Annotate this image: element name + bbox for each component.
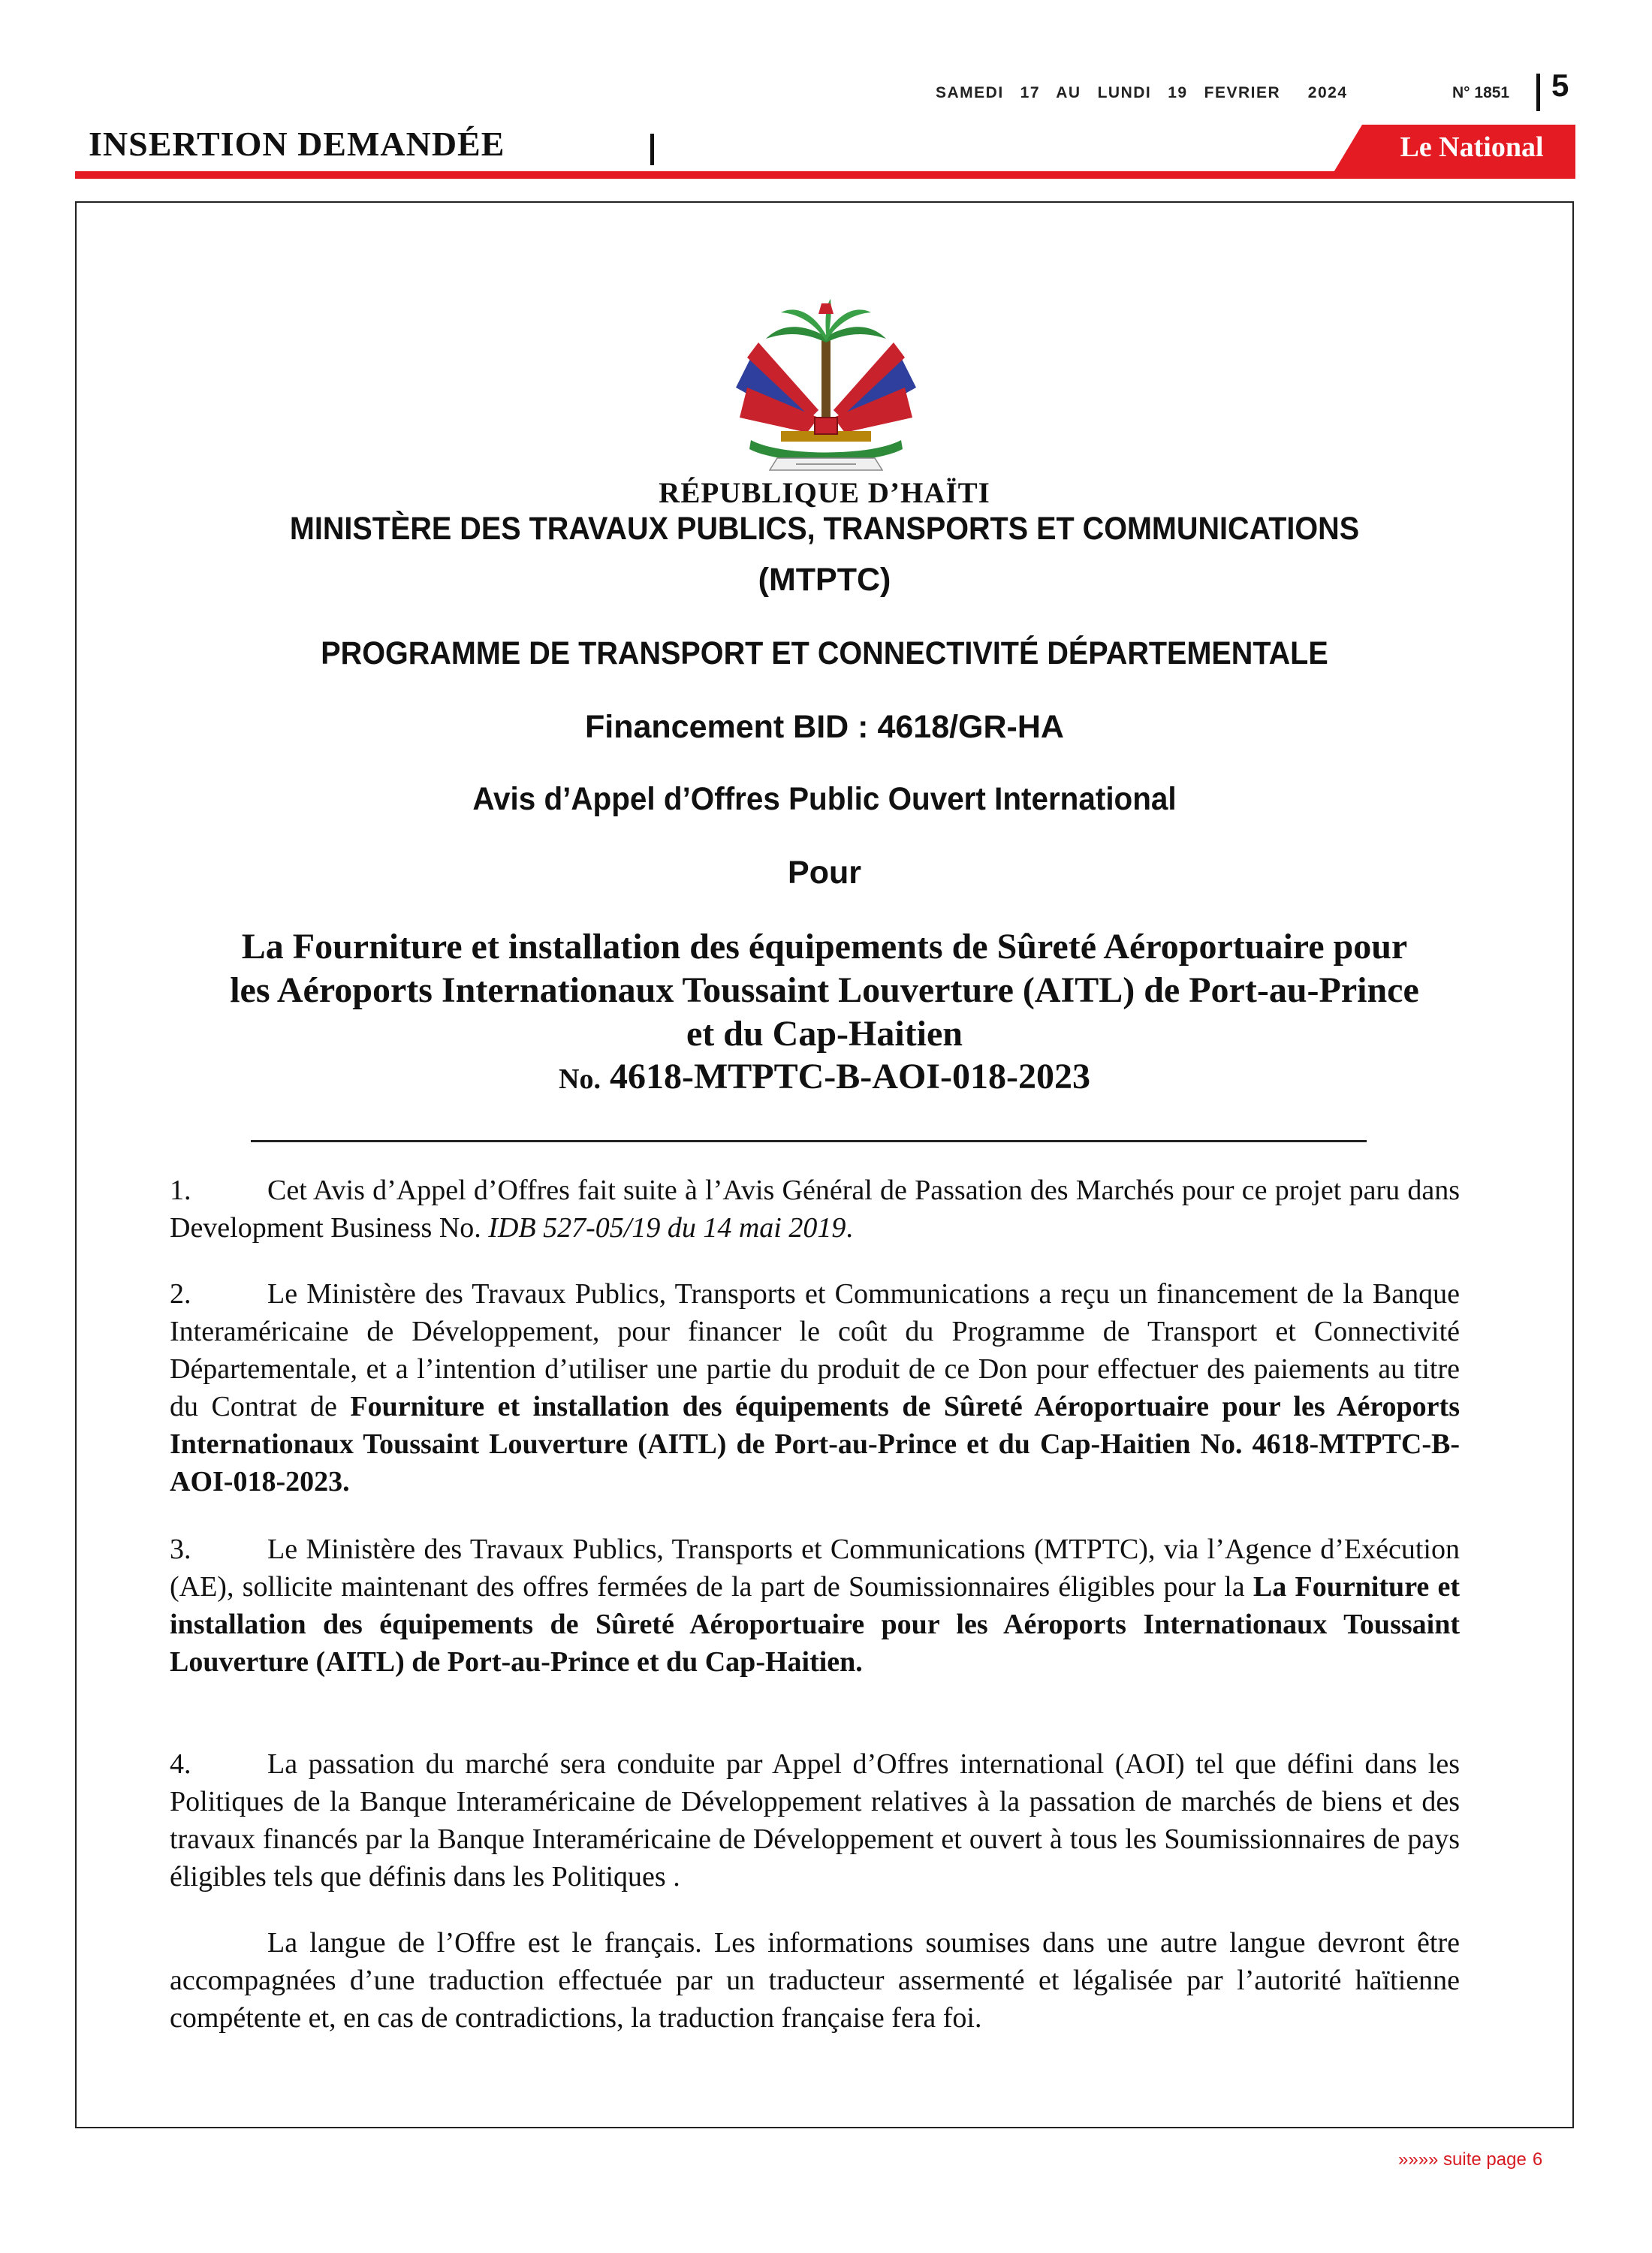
tender-subject-line: les Aéroports Internationaux Toussaint Louverture (AITL) de Port-au-Prince — [230, 970, 1419, 1010]
tender-type-heading: Avis d’Appel d’Offres Public Ouvert International — [472, 781, 1177, 817]
paragraph-emphasis: Fourniture et installation des équipements de Sûreté Aéroportuaire pour les Aéroports Internationaux Toussaint Louverture (AITL) de Port-au-Prince et du Cap-Haitien No. 4618-MTPTC-B-AOI-018-2023. — [170, 1391, 1460, 1497]
programme-heading: PROGRAMME DE TRANSPORT ET CONNECTIVITÉ DÉPARTEMENTALE — [321, 635, 1328, 671]
continued-label: »»»» suite page — [1398, 2149, 1527, 2170]
paragraph-5 — [170, 1924, 1460, 2037]
paragraph-text: La langue de l’Offre est le français. Les informations soumises dans une autre langue devront être accompagnées d’une traduction effectuée par un traducteur assermenté et légalisée par l’autorité haïtienne compétente et, en cas de contradictions, la traduction française fera foi. — [170, 1927, 1460, 2034]
page-number-divider — [1536, 74, 1540, 111]
paragraph-text: . — [846, 1212, 853, 1244]
issue-date: SAMEDI 17 AU LUNDI 19 FEVRIER 2024 — [936, 84, 1348, 101]
coat-of-arms-icon — [706, 297, 946, 485]
separator-rule — [251, 1140, 1367, 1142]
paragraph-number: 1. — [170, 1175, 191, 1206]
issue-number: N° 1851 — [1452, 84, 1510, 101]
newspaper-name: Le National — [1400, 131, 1544, 163]
paragraph-number: 3. — [170, 1534, 191, 1565]
pour-heading: Pour — [788, 855, 861, 891]
ministry-heading: MINISTÈRE DES TRAVAUX PUBLICS, TRANSPORTS ET COMMUNICATIONS — [289, 511, 1360, 547]
tender-subject-line: La Fourniture et installation des équipements de Sûreté Aéroportuaire pour — [241, 927, 1408, 967]
republic-heading: RÉPUBLIQUE D’HAÏTI — [659, 477, 990, 509]
reference-label: No. — [559, 1063, 601, 1095]
reference-number: 4618-MTPTC-B-AOI-018-2023 — [610, 1057, 1090, 1096]
continued-link[interactable] — [1398, 2149, 1542, 2170]
continued-page-number: 6 — [1532, 2149, 1543, 2170]
paragraph-4 — [170, 1745, 1460, 1896]
tender-subject — [75, 925, 1574, 1056]
ministry-abbreviation: (MTPTC) — [758, 562, 891, 598]
paragraph-text: La passation du marché sera conduite par Appel d’Offres international (AOI) tel que défini dans les Politiques de la Banque Interaméricaine de Développement relatives à la passation de marchés de biens et des travaux financés par la Banque Interaméricaine de Développement et ouvert à tous les Soumissionnaires de pays éligibles tels que définis dans les Politiques . — [170, 1748, 1460, 1893]
paragraph-text: Le Ministère des Travaux Publics, Transports et Communications (MTPTC), via l’Agence d’Exécution (AE), sollicite maintenant des offres fermées de la part de Soumissionnaires éligibles pour la — [170, 1534, 1460, 1603]
header-rule — [75, 171, 1575, 179]
paragraph-1 — [170, 1172, 1460, 1247]
paragraph-emphasis: La Fourniture et installation des équipements de Sûreté Aéroportuaire pour les Aéroports Internationaux Toussaint Louverture (AITL) de Port-au-Prince et du Cap-Haitien. — [170, 1571, 1460, 1678]
section-divider — [650, 134, 654, 165]
paragraph-3 — [170, 1531, 1460, 1681]
paragraph-number: 2. — [170, 1278, 191, 1310]
paragraph-2 — [170, 1275, 1460, 1500]
paragraph-reference: IDB 527-05/19 du 14 mai 2019 — [488, 1212, 846, 1244]
tender-reference — [75, 1056, 1574, 1097]
tender-subject-line: et du Cap-Haitien — [686, 1014, 963, 1054]
section-title: INSERTION DEMANDÉE — [89, 125, 505, 163]
paragraph-number: 4. — [170, 1748, 191, 1780]
financing-heading: Financement BID : 4618/GR-HA — [585, 709, 1064, 745]
paragraph-text: Le Ministère des Travaux Publics, Transports et Communications a reçu un financement de la Banque Interaméricaine de Développement, pour financer le coût du Programme de Transport et Connectivité Départementale, et a l’intention d’utiliser une partie du produit de ce Don pour effectuer des paiements au titre du Contrat de — [170, 1278, 1460, 1422]
paragraph-text: Cet Avis d’Appel d’Offres fait suite à l’Avis Général de Passation des Marchés pour ce projet paru dans Development Business No. — [170, 1175, 1460, 1244]
page-number: 5 — [1551, 68, 1569, 103]
